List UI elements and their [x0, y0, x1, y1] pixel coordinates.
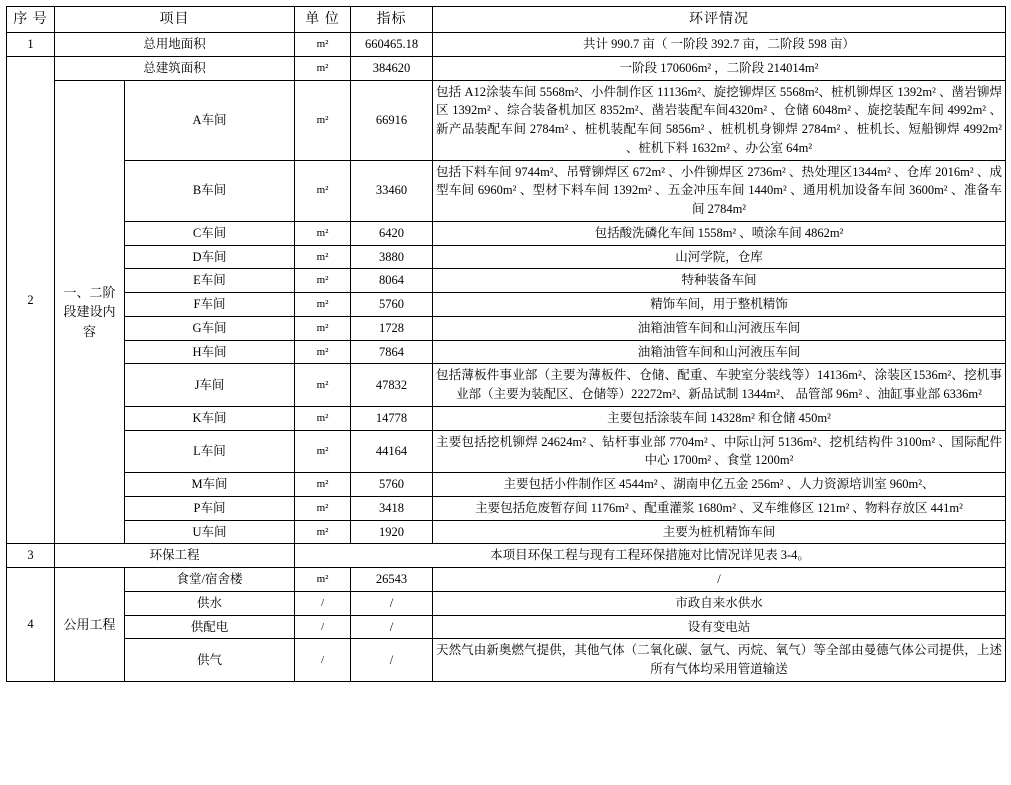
row-index: 7864	[351, 340, 433, 364]
row-desc: 包括下料车间 9744m²、吊臂铆焊区 672m² 、小件铆焊区 2736m² 、热处理区1344m² 、仓库 2016m² 、成型车间 6960m² 、型材下料车间 1392m² 、五金冲压车间 1440m² 、通用机加设备车间 3600m² 、准备车间 2784m²	[433, 160, 1006, 221]
row-item: U车间	[125, 520, 295, 544]
table-row	[7, 406, 1006, 430]
row-index: 6420	[351, 221, 433, 245]
row-desc: 一阶段 170606m² ，二阶段 214014m²	[433, 56, 1006, 80]
table-row	[7, 473, 1006, 497]
row-unit: m²	[295, 406, 351, 430]
row-index: 3418	[351, 496, 433, 520]
table-header-row	[7, 7, 1006, 33]
table-row	[7, 639, 1006, 682]
table-row	[7, 520, 1006, 544]
row-desc: 主要为桩机精饰车间	[433, 520, 1006, 544]
row-unit: m²	[295, 430, 351, 473]
row-item: 食堂/宿舍楼	[125, 568, 295, 592]
row-index: 3880	[351, 245, 433, 269]
row-item: F车间	[125, 293, 295, 317]
row-unit: m²	[295, 221, 351, 245]
row-desc: 共计 990.7 亩（ 一阶段 392.7 亩，二阶段 598 亩）	[433, 33, 1006, 57]
row-desc: 本项目环保工程与现有工程环保措施对比情况详见表 3-4。	[295, 544, 1006, 568]
header-unit: 单 位	[295, 7, 351, 33]
row-item: D车间	[125, 245, 295, 269]
row-item: J车间	[125, 364, 295, 407]
row-item: 总用地面积	[55, 33, 295, 57]
row-desc: 包括薄板件事业部（主要为薄板件、仓储、配重、车驶室分装线等）14136m²、涂装区1536m²、挖机事业部（主要为装配区、仓储等）22272m²、新品试制 1344m²、 品管部 96m² 、油缸事业部 6336m²	[433, 364, 1006, 407]
row-item: 供气	[125, 639, 295, 682]
table-row	[7, 160, 1006, 221]
row-index: 44164	[351, 430, 433, 473]
row-desc: 包括 A12涂装车间 5568m²、小件制作区 11136m²、旋挖铆焊区 5568m²、桩机铆焊区 1392m² 、凿岩铆焊区 1392m² 、综合装备机加区 8352m²、凿岩装配车间4320m² 、仓储 6048m² 、旋挖装配车间 4992m² 、新产品装配车间 2784m² 、桩机装配车间 5856m² 、桩机机身铆焊 2784m² 、桩机长、短船铆焊 4992m² 、桩机下料 1632m² 、办公室 64m²	[433, 80, 1006, 160]
row-unit: m²	[295, 316, 351, 340]
row-item: 总建筑面积	[55, 56, 295, 80]
row-desc: 油箱油管车间和山河液压车间	[433, 340, 1006, 364]
row-desc: 主要包括涂装车间 14328m² 和仓储 450m²	[433, 406, 1006, 430]
row-unit: m²	[295, 56, 351, 80]
row-desc: 设有变电站	[433, 615, 1006, 639]
row-index: 47832	[351, 364, 433, 407]
row-seq: 3	[7, 544, 55, 568]
row-unit: m²	[295, 364, 351, 407]
row-index: /	[351, 615, 433, 639]
table-row	[7, 615, 1006, 639]
row-desc: 山河学院，仓库	[433, 245, 1006, 269]
row-group-label: 公用工程	[55, 568, 125, 682]
table-row	[7, 80, 1006, 160]
row-desc: 特种装备车间	[433, 269, 1006, 293]
row-index: /	[351, 591, 433, 615]
table-row	[7, 591, 1006, 615]
row-seq: 1	[7, 33, 55, 57]
row-item: C车间	[125, 221, 295, 245]
row-desc: 主要包括挖机铆焊 24624m² 、钻杆事业部 7704m² 、中际山河 5136m²、挖机结构件 3100m² 、国际配件中心 1700m² 、食堂 1200m²	[433, 430, 1006, 473]
row-desc: /	[433, 568, 1006, 592]
table-row	[7, 496, 1006, 520]
row-unit: /	[295, 639, 351, 682]
row-index: 1728	[351, 316, 433, 340]
header-seq: 序 号	[7, 7, 55, 33]
row-unit: m²	[295, 160, 351, 221]
row-index: 384620	[351, 56, 433, 80]
row-desc: 市政自来水供水	[433, 591, 1006, 615]
row-item: B车间	[125, 160, 295, 221]
row-desc: 主要包括小件制作区 4544m² 、湖南申亿五金 256m² 、人力资源培训室 960m²、	[433, 473, 1006, 497]
row-desc: 精饰车间，用于整机精饰	[433, 293, 1006, 317]
table-row	[7, 544, 1006, 568]
row-unit: m²	[295, 568, 351, 592]
row-unit: /	[295, 591, 351, 615]
row-item: 供水	[125, 591, 295, 615]
row-unit: m²	[295, 33, 351, 57]
table-row	[7, 245, 1006, 269]
table-row	[7, 33, 1006, 57]
row-index: /	[351, 639, 433, 682]
row-item: K车间	[125, 406, 295, 430]
row-unit: m²	[295, 473, 351, 497]
row-index: 26543	[351, 568, 433, 592]
row-unit: m²	[295, 520, 351, 544]
row-unit: /	[295, 615, 351, 639]
row-index: 5760	[351, 473, 433, 497]
row-desc: 天然气由新奥燃气提供，其他气体（二氧化碳、氩气、丙烷、氧气）等全部由曼德气体公司提供，上述所有气体均采用管道输送	[433, 639, 1006, 682]
table-row	[7, 293, 1006, 317]
row-index: 5760	[351, 293, 433, 317]
row-desc: 包括酸洗磷化车间 1558m² 、喷涂车间 4862m²	[433, 221, 1006, 245]
row-item: E车间	[125, 269, 295, 293]
row-index: 660465.18	[351, 33, 433, 57]
row-seq: 4	[7, 568, 55, 682]
row-index: 14778	[351, 406, 433, 430]
row-seq: 2	[7, 56, 55, 544]
header-item: 项目	[55, 7, 295, 33]
row-index: 1920	[351, 520, 433, 544]
row-item: 供配电	[125, 615, 295, 639]
row-item: A车间	[125, 80, 295, 160]
row-unit: m²	[295, 293, 351, 317]
row-unit: m²	[295, 80, 351, 160]
row-group-label: 一、二阶段建设内容	[55, 80, 125, 544]
row-unit: m²	[295, 245, 351, 269]
table-row	[7, 364, 1006, 407]
header-index: 指标	[351, 7, 433, 33]
table-row	[7, 56, 1006, 80]
header-desc: 环评情况	[433, 7, 1006, 33]
row-unit: m²	[295, 496, 351, 520]
row-item: H车间	[125, 340, 295, 364]
table-row	[7, 430, 1006, 473]
table-row	[7, 316, 1006, 340]
row-unit: m²	[295, 340, 351, 364]
row-item: M车间	[125, 473, 295, 497]
row-index: 66916	[351, 80, 433, 160]
table-row	[7, 221, 1006, 245]
row-item: L车间	[125, 430, 295, 473]
environmental-assessment-table	[6, 6, 1006, 682]
row-desc: 油箱油管车间和山河液压车间	[433, 316, 1006, 340]
table-row	[7, 269, 1006, 293]
row-item: P车间	[125, 496, 295, 520]
row-item: G车间	[125, 316, 295, 340]
table-row	[7, 340, 1006, 364]
row-unit: m²	[295, 269, 351, 293]
row-index: 8064	[351, 269, 433, 293]
row-desc: 主要包括危废暂存间 1176m² 、配重灌浆 1680m² 、叉车维修区 121m² 、物料存放区 441m²	[433, 496, 1006, 520]
row-index: 33460	[351, 160, 433, 221]
table-row	[7, 568, 1006, 592]
row-item: 环保工程	[55, 544, 295, 568]
